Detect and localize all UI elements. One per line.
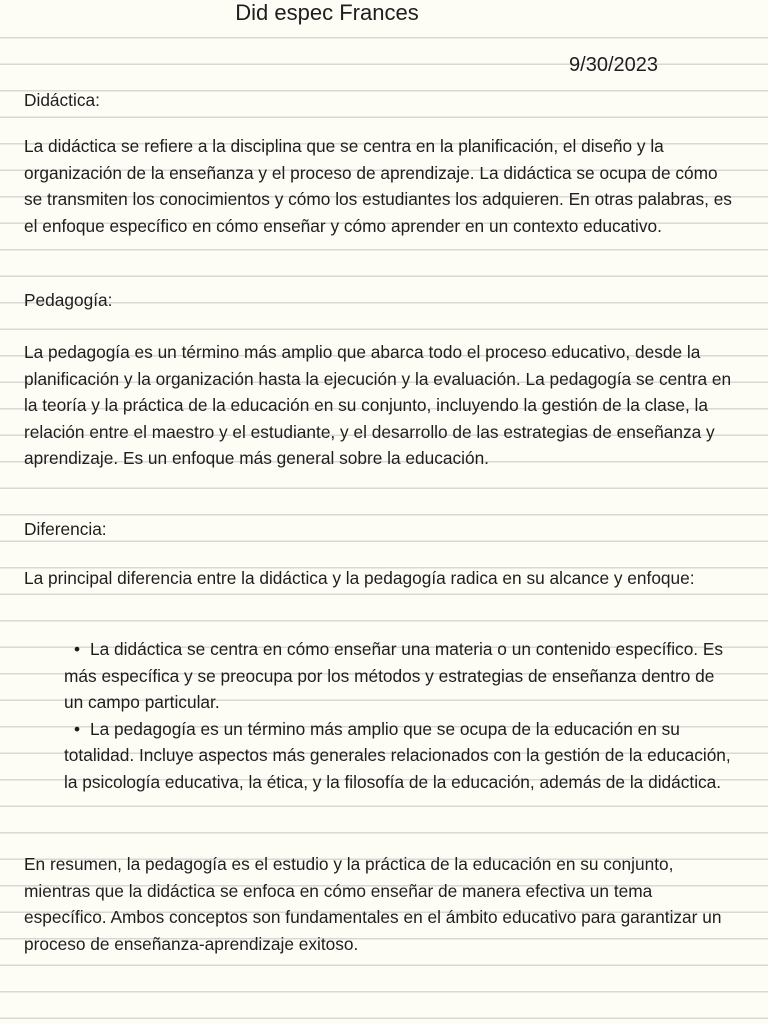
- section-heading-diferencia: Diferencia:: [24, 519, 107, 539]
- list-item: [64, 636, 734, 716]
- list-item: [64, 716, 734, 796]
- bullet-icon: •: [73, 718, 81, 739]
- note-title: Did espec Frances: [235, 0, 419, 25]
- difference-list: [64, 636, 734, 796]
- list-item-text: La pedagogía es un término más amplio que se ocupa de la educación en su totalidad. Incluye aspectos más generales relacionados con la gestión de la educación, la psicología educativa, la ética, y la filosofía de la educación, además de la didáctica.: [64, 718, 731, 792]
- summary-paragraph: En resumen, la pedagogía es el estudio y la práctica de la educación en su conjunto, mientras que la didáctica se enfoca en cómo enseñar de manera efectiva un tema específico. Ambos conceptos son fundamentales en el ámbito educativo para garantizar un proceso de enseñanza-aprendizaje exitoso.: [24, 854, 722, 954]
- bullet-icon: •: [73, 639, 81, 659]
- section-body-didactica: La didáctica se refiere a la disciplina que se centra en la planificación, el diseño y la organización de la enseñanza y el proceso de aprendizaje. La didáctica se ocupa de cómo se transmiten los conocimientos y cómo los estudiantes los adquieren. En otras palabras, es el enfoque específico en cómo enseñar y cómo aprender en un contexto educativo.: [24, 136, 732, 236]
- list-item-text: La didáctica se centra en cómo enseñar una materia o un contenido específico. Es más específica y se preocupa por los métodos y estrategias de enseñanza dentro de un campo particular.: [64, 639, 724, 713]
- section-body-pedagogia: La pedagogía es un término más amplio que abarca todo el proceso educativo, desde la planificación y la organización hasta la ejecución y la evaluación. La pedagogía se centra en la teoría y la práctica de la educación en su conjunto, incluyendo la gestión de la clase, la relación entre el maestro y el estudiante, y el desarrollo de las estrategias de enseñanza y aprendizaje. Es un enfoque más general sobre la educación.: [24, 342, 732, 469]
- note-date: 9/30/2023: [569, 54, 658, 76]
- section-body-diferencia: La principal diferencia entre la didáctica y la pedagogía radica en su alcance y enfoque:: [24, 568, 695, 588]
- section-heading-didactica: Didáctica:: [24, 90, 100, 110]
- section-heading-pedagogia: Pedagogía:: [24, 290, 113, 310]
